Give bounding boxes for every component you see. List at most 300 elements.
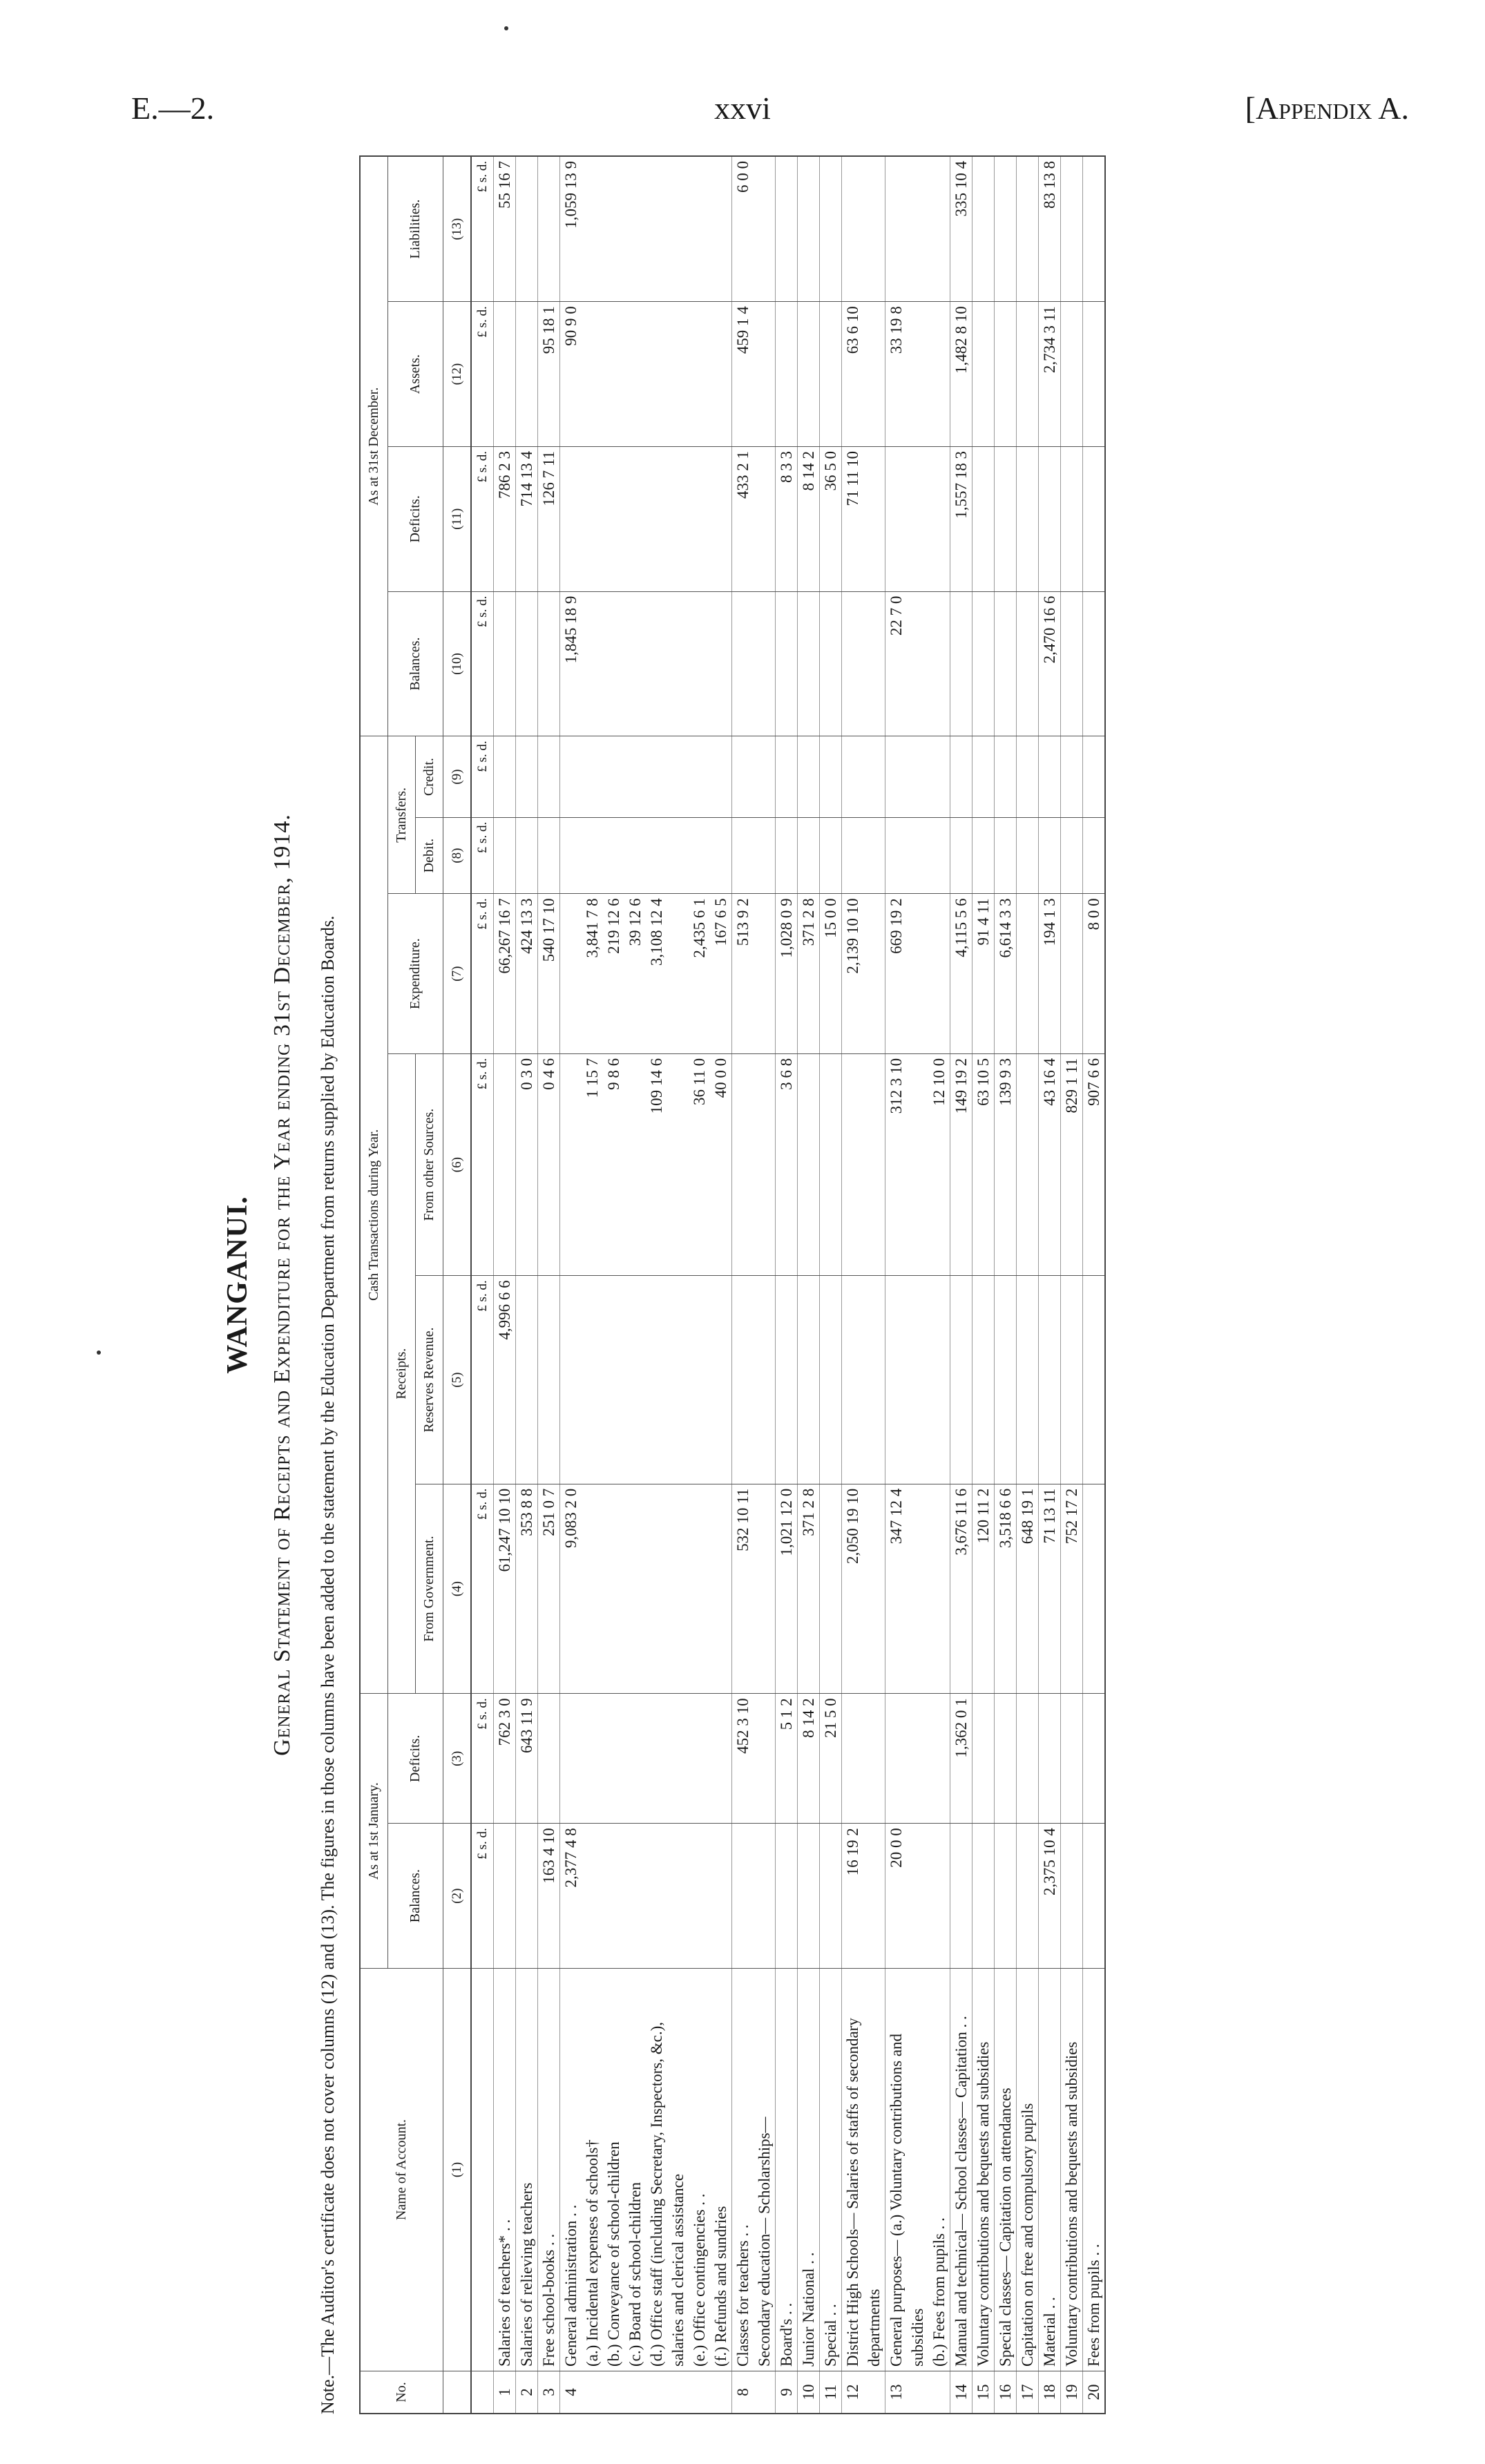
amount-cell: [798, 736, 820, 817]
amount-cell: [560, 1053, 582, 1275]
amount-cell: [494, 1824, 516, 1969]
amount-cell: [560, 1694, 582, 1824]
row-number: 13: [885, 2371, 929, 2414]
amount-cell: 829 1 11: [1061, 1053, 1083, 1275]
col-debit: Debit.: [416, 817, 443, 894]
amount-cell: [1017, 1053, 1039, 1275]
amount-cell: [928, 894, 950, 1054]
amount-cell: 6,614 3 3: [995, 894, 1017, 1054]
col-balances-jan: Balances.: [388, 1824, 443, 1969]
amount-cell: [820, 1484, 842, 1694]
amount-cell: [710, 817, 732, 894]
amount-cell: [885, 736, 929, 817]
amount-cell: [516, 156, 538, 302]
amount-cell: [710, 156, 732, 302]
account-name: (b.) Fees from pupils . .: [928, 1969, 950, 2371]
amount-cell: [732, 1824, 754, 1969]
amount-cell: 95 18 1: [538, 302, 560, 447]
amount-cell: 433 2 1: [732, 446, 754, 591]
unit: £ s. d.: [471, 1484, 494, 1694]
amount-cell: 39 12 6: [624, 894, 646, 1054]
col-num: (1): [443, 1969, 472, 2371]
amount-cell: [820, 736, 842, 817]
table-row: [1061, 156, 1083, 2414]
table-row: [494, 156, 516, 2414]
amount-cell: 149 19 2: [950, 1053, 973, 1275]
table-row: [798, 156, 820, 2414]
amount-cell: [603, 736, 624, 817]
table-row: [842, 156, 885, 2414]
amount-cell: [538, 1694, 560, 1824]
rotated-statement: [221, 155, 1347, 2414]
amount-cell: [798, 1053, 820, 1275]
amount-cell: [710, 1694, 732, 1824]
row-number: 18: [1039, 2371, 1061, 2414]
amount-cell: [646, 1824, 689, 1969]
amount-cell: [995, 1276, 1017, 1484]
amount-cell: 15 0 0: [820, 894, 842, 1054]
amount-cell: [1083, 1824, 1106, 1969]
amount-cell: 71 11 10: [842, 446, 885, 591]
amount-cell: [494, 736, 516, 817]
amount-cell: 714 13 4: [516, 446, 538, 591]
row-number: 20: [1083, 2371, 1106, 2414]
col-liabilities: Liabilities.: [388, 156, 443, 302]
row-number: [582, 2371, 603, 2414]
amount-cell: [842, 817, 885, 894]
unit: £ s. d.: [471, 302, 494, 447]
amount-cell: [1083, 736, 1106, 817]
amount-cell: [1083, 1484, 1106, 1694]
amount-cell: [754, 591, 776, 736]
amount-cell: [710, 736, 732, 817]
row-number: 16: [995, 2371, 1017, 2414]
amount-cell: [689, 156, 710, 302]
amount-cell: [689, 1484, 710, 1694]
amount-cell: [582, 302, 603, 447]
amount-cell: [646, 302, 689, 447]
amount-cell: [646, 446, 689, 591]
amount-cell: [776, 736, 798, 817]
table-row: [560, 156, 582, 2414]
statement-body: [471, 156, 1105, 2414]
amount-cell: [646, 1484, 689, 1694]
amount-cell: [624, 817, 646, 894]
amount-cell: 786 2 3: [494, 446, 516, 591]
row-number: 14: [950, 2371, 973, 2414]
amount-cell: [516, 591, 538, 736]
amount-cell: 91 4 11: [973, 894, 995, 1054]
amount-cell: 4,115 5 6: [950, 894, 973, 1054]
amount-cell: [1017, 1276, 1039, 1484]
amount-cell: [646, 817, 689, 894]
amount-cell: [1083, 156, 1106, 302]
amount-cell: 120 11 2: [973, 1484, 995, 1694]
amount-cell: 12 10 0: [928, 1053, 950, 1275]
table-row: [516, 156, 538, 2414]
amount-cell: [732, 736, 754, 817]
unit: £ s. d.: [471, 1276, 494, 1484]
amount-cell: [1083, 1276, 1106, 1484]
amount-cell: [624, 302, 646, 447]
amount-cell: 3,108 12 4: [646, 894, 689, 1054]
col-expenditure: Expenditure.: [388, 894, 443, 1054]
amount-cell: [885, 817, 929, 894]
amount-cell: 347 12 4: [885, 1484, 929, 1694]
amount-cell: [995, 1694, 1017, 1824]
amount-cell: [689, 817, 710, 894]
account-name: Classes for teachers . .: [732, 1969, 754, 2371]
amount-cell: [820, 591, 842, 736]
col-num: (8): [443, 817, 472, 894]
amount-cell: [776, 591, 798, 736]
amount-cell: [798, 1824, 820, 1969]
amount-cell: [538, 156, 560, 302]
col-num: (4): [443, 1484, 472, 1694]
account-name: Voluntary contributions and bequests and subsidies: [1061, 1969, 1083, 2371]
amount-cell: [820, 156, 842, 302]
amount-cell: [798, 156, 820, 302]
amount-cell: [885, 156, 929, 302]
amount-cell: [1039, 446, 1061, 591]
amount-cell: 3,841 7 8: [582, 894, 603, 1054]
amount-cell: [646, 736, 689, 817]
account-name: Junior National . .: [798, 1969, 820, 2371]
unit: £ s. d.: [471, 894, 494, 1054]
amount-cell: [538, 1276, 560, 1484]
amount-cell: [689, 1694, 710, 1824]
amount-cell: [646, 1276, 689, 1484]
amount-cell: 8 14 2: [798, 1694, 820, 1824]
amount-cell: [603, 1824, 624, 1969]
amount-cell: [928, 736, 950, 817]
col-deficits-dec: Deficits.: [388, 446, 443, 591]
table-row: [624, 156, 646, 2414]
amount-cell: [973, 1694, 995, 1824]
amount-cell: [582, 817, 603, 894]
amount-cell: [776, 817, 798, 894]
amount-cell: [754, 1824, 776, 1969]
row-number: [754, 2371, 776, 2414]
amount-cell: [1061, 591, 1083, 736]
amount-cell: 335 10 4: [950, 156, 973, 302]
amount-cell: [732, 1276, 754, 1484]
amount-cell: 8 3 3: [776, 446, 798, 591]
amount-cell: [928, 446, 950, 591]
amount-cell: [973, 446, 995, 591]
amount-cell: [624, 156, 646, 302]
col-balances-dec: Balances.: [388, 591, 443, 736]
amount-cell: [689, 1276, 710, 1484]
amount-cell: [842, 1053, 885, 1275]
statement-title: General Statement of Receipts and Expenditure for the Year ending 31st December, 1914.: [269, 814, 295, 1756]
amount-cell: [732, 1053, 754, 1275]
amount-cell: [928, 156, 950, 302]
amount-cell: [582, 736, 603, 817]
row-number: 12: [842, 2371, 885, 2414]
unit: £ s. d.: [471, 1053, 494, 1275]
amount-cell: [1017, 302, 1039, 447]
account-name: Material . .: [1039, 1969, 1061, 2371]
unit: £ s. d.: [471, 446, 494, 591]
amount-cell: 36 11 0: [689, 1053, 710, 1275]
amount-cell: [1083, 302, 1106, 447]
account-name: Secondary education— Scholarships—: [754, 1969, 776, 2371]
amount-cell: [842, 591, 885, 736]
unit: £ s. d.: [471, 591, 494, 736]
unit: £ s. d.: [471, 817, 494, 894]
amount-cell: 251 0 7: [538, 1484, 560, 1694]
amount-cell: [754, 156, 776, 302]
amount-cell: [1017, 591, 1039, 736]
amount-cell: 219 12 6: [603, 894, 624, 1054]
amount-cell: [928, 1484, 950, 1694]
table-row: [1017, 156, 1039, 2414]
amount-cell: [689, 736, 710, 817]
amount-cell: [950, 591, 973, 736]
page-number: xxvi: [714, 90, 771, 126]
col-num: (7): [443, 894, 472, 1054]
amount-cell: 424 13 3: [516, 894, 538, 1054]
col-from-gov: From Government.: [416, 1484, 443, 1694]
table-row: [646, 156, 689, 2414]
row-number: [646, 2371, 689, 2414]
amount-cell: [516, 1824, 538, 1969]
amount-cell: [560, 1276, 582, 1484]
amount-cell: [1039, 1694, 1061, 1824]
amount-cell: [646, 1694, 689, 1824]
table-row: [885, 156, 929, 2414]
amount-cell: 5 1 2: [776, 1694, 798, 1824]
col-num: (6): [443, 1053, 472, 1275]
amount-cell: [754, 817, 776, 894]
amount-cell: 6 0 0: [732, 156, 754, 302]
amount-cell: 4,996 6 6: [494, 1276, 516, 1484]
amount-cell: [494, 1053, 516, 1275]
account-name: (c.) Board of school-children: [624, 1969, 646, 2371]
amount-cell: [560, 817, 582, 894]
amount-cell: [928, 1694, 950, 1824]
col-num: (12): [443, 302, 472, 447]
amount-cell: [538, 736, 560, 817]
amount-cell: [928, 817, 950, 894]
amount-cell: [842, 1694, 885, 1824]
amount-cell: [624, 1053, 646, 1275]
amount-cell: 20 0 0: [885, 1824, 929, 1969]
amount-cell: 16 19 2: [842, 1824, 885, 1969]
account-name: Fees from pupils . .: [1083, 1969, 1106, 2371]
row-number: 1: [494, 2371, 516, 2414]
amount-cell: 8 14 2: [798, 446, 820, 591]
amount-cell: [689, 302, 710, 447]
amount-cell: 22 7 0: [885, 591, 929, 736]
amount-cell: [1061, 302, 1083, 447]
amount-cell: [995, 1824, 1017, 1969]
amount-cell: [973, 1276, 995, 1484]
amount-cell: 643 11 9: [516, 1694, 538, 1824]
amount-cell: [1039, 736, 1061, 817]
amount-cell: [603, 446, 624, 591]
row-number: [710, 2371, 732, 2414]
amount-cell: [646, 156, 689, 302]
account-name: (b.) Conveyance of school-children: [603, 1969, 624, 2371]
account-name: (e.) Office contingencies . .: [689, 1969, 710, 2371]
row-number: [689, 2371, 710, 2414]
amount-cell: [516, 817, 538, 894]
amount-cell: 3,676 11 6: [950, 1484, 973, 1694]
amount-cell: [624, 1824, 646, 1969]
amount-cell: 762 3 0: [494, 1694, 516, 1824]
row-number: 11: [820, 2371, 842, 2414]
amount-cell: [1017, 1824, 1039, 1969]
amount-cell: 513 9 2: [732, 894, 754, 1054]
account-name: Voluntary contributions and bequests and subsidies: [973, 1969, 995, 2371]
amount-cell: [1061, 1824, 1083, 1969]
amount-cell: 126 7 11: [538, 446, 560, 591]
amount-cell: 43 16 4: [1039, 1053, 1061, 1275]
amount-cell: [754, 1053, 776, 1275]
row-number: 3: [538, 2371, 560, 2414]
amount-cell: 8 0 0: [1083, 894, 1106, 1054]
amount-cell: [710, 1824, 732, 1969]
amount-cell: 532 10 11: [732, 1484, 754, 1694]
amount-cell: 312 3 10: [885, 1053, 929, 1275]
amount-cell: [494, 591, 516, 736]
auditor-note: Note.—The Auditor's certificate does not cover columns (12) and (13). The figures in those columns have been added to the statement by the Education Department from returns supplied by Education Boards.: [318, 915, 338, 2414]
col-num: (10): [443, 591, 472, 736]
amount-cell: [973, 1824, 995, 1969]
amount-cell: 3,518 6 6: [995, 1484, 1017, 1694]
amount-cell: 63 6 10: [842, 302, 885, 447]
units-row: [471, 156, 494, 2414]
amount-cell: 36 5 0: [820, 446, 842, 591]
unit: £ s. d.: [471, 1694, 494, 1824]
amount-cell: 139 9 3: [995, 1053, 1017, 1275]
amount-cell: [754, 302, 776, 447]
amount-cell: [995, 591, 1017, 736]
amount-cell: [842, 736, 885, 817]
row-number: 9: [776, 2371, 798, 2414]
amount-cell: [754, 894, 776, 1054]
amount-cell: 907 6 6: [1083, 1053, 1106, 1275]
amount-cell: 540 17 10: [538, 894, 560, 1054]
unit: £ s. d.: [471, 1824, 494, 1969]
account-name: (f.) Refunds and sundries: [710, 1969, 732, 2371]
amount-cell: 353 8 8: [516, 1484, 538, 1694]
amount-cell: 2,734 3 11: [1039, 302, 1061, 447]
amount-cell: [582, 591, 603, 736]
amount-cell: [710, 302, 732, 447]
account-name: Special . .: [820, 1969, 842, 2371]
amount-cell: 109 14 6: [646, 1053, 689, 1275]
amount-cell: 167 6 5: [710, 894, 732, 1054]
amount-cell: [1017, 817, 1039, 894]
account-name: Salaries of relieving teachers: [516, 1969, 538, 2371]
amount-cell: 669 19 2: [885, 894, 929, 1054]
amount-cell: 1,028 0 9: [776, 894, 798, 1054]
amount-cell: [603, 1694, 624, 1824]
unit: £ s. d.: [471, 736, 494, 817]
amount-cell: [776, 1824, 798, 1969]
amount-cell: 9 8 6: [603, 1053, 624, 1275]
account-name: Special classes— Capitation on attendances: [995, 1969, 1017, 2371]
amount-cell: 648 19 1: [1017, 1484, 1039, 1694]
amount-cell: [1061, 736, 1083, 817]
amount-cell: [1061, 446, 1083, 591]
col-num: (9): [443, 736, 472, 817]
amount-cell: [560, 446, 582, 591]
amount-cell: [776, 156, 798, 302]
amount-cell: [820, 1276, 842, 1484]
amount-cell: [1083, 817, 1106, 894]
account-name: Manual and technical— School classes— Capitation . .: [950, 1969, 973, 2371]
amount-cell: 163 4 10: [538, 1824, 560, 1969]
amount-cell: 1,059 13 9: [560, 156, 582, 302]
amount-cell: [710, 1276, 732, 1484]
amount-cell: 1,362 0 1: [950, 1694, 973, 1824]
amount-cell: 40 0 0: [710, 1053, 732, 1275]
amount-cell: [1083, 446, 1106, 591]
amount-cell: [624, 1694, 646, 1824]
amount-cell: [1083, 1694, 1106, 1824]
row-number: 2: [516, 2371, 538, 2414]
amount-cell: [820, 817, 842, 894]
col-num: (3): [443, 1694, 472, 1824]
row-number: 17: [1017, 2371, 1039, 2414]
col-num: (11): [443, 446, 472, 591]
amount-cell: 1,482 8 10: [950, 302, 973, 447]
col-num: (5): [443, 1276, 472, 1484]
account-name: (d.) Office staff (including Secretary, Inspectors, &c.), salaries and clerical assistance: [646, 1969, 689, 2371]
amount-cell: [603, 156, 624, 302]
amount-cell: [950, 1276, 973, 1484]
amount-cell: [538, 817, 560, 894]
amount-cell: 2,139 10 10: [842, 894, 885, 1054]
amount-cell: [624, 591, 646, 736]
page-code: E.—2.: [131, 90, 215, 126]
col-other: From other Sources.: [416, 1053, 443, 1275]
amount-cell: [689, 446, 710, 591]
amount-cell: [1039, 1276, 1061, 1484]
amount-cell: 1 15 7: [582, 1053, 603, 1275]
amount-cell: [516, 302, 538, 447]
amount-cell: 0 3 0: [516, 1053, 538, 1275]
amount-cell: 83 13 8: [1039, 156, 1061, 302]
amount-cell: 459 1 4: [732, 302, 754, 447]
amount-cell: 9,083 2 0: [560, 1484, 582, 1694]
amount-cell: [689, 1824, 710, 1969]
table-row: [754, 156, 776, 2414]
amount-cell: [494, 817, 516, 894]
amount-cell: [754, 446, 776, 591]
col-reserves: Reserves Revenue.: [416, 1276, 443, 1484]
amount-cell: [538, 591, 560, 736]
col-credit: Credit.: [416, 736, 443, 817]
appendix-label: [Appendix A.: [1245, 90, 1409, 126]
amount-cell: [582, 1276, 603, 1484]
amount-cell: 90 9 0: [560, 302, 582, 447]
row-number: 10: [798, 2371, 820, 2414]
amount-cell: [885, 446, 929, 591]
amount-cell: [582, 1484, 603, 1694]
amount-cell: [646, 591, 689, 736]
amount-cell: [603, 1276, 624, 1484]
amount-cell: [624, 446, 646, 591]
amount-cell: [973, 156, 995, 302]
amount-cell: [820, 1053, 842, 1275]
group-transfers: Transfers.: [388, 736, 416, 894]
amount-cell: [624, 1484, 646, 1694]
